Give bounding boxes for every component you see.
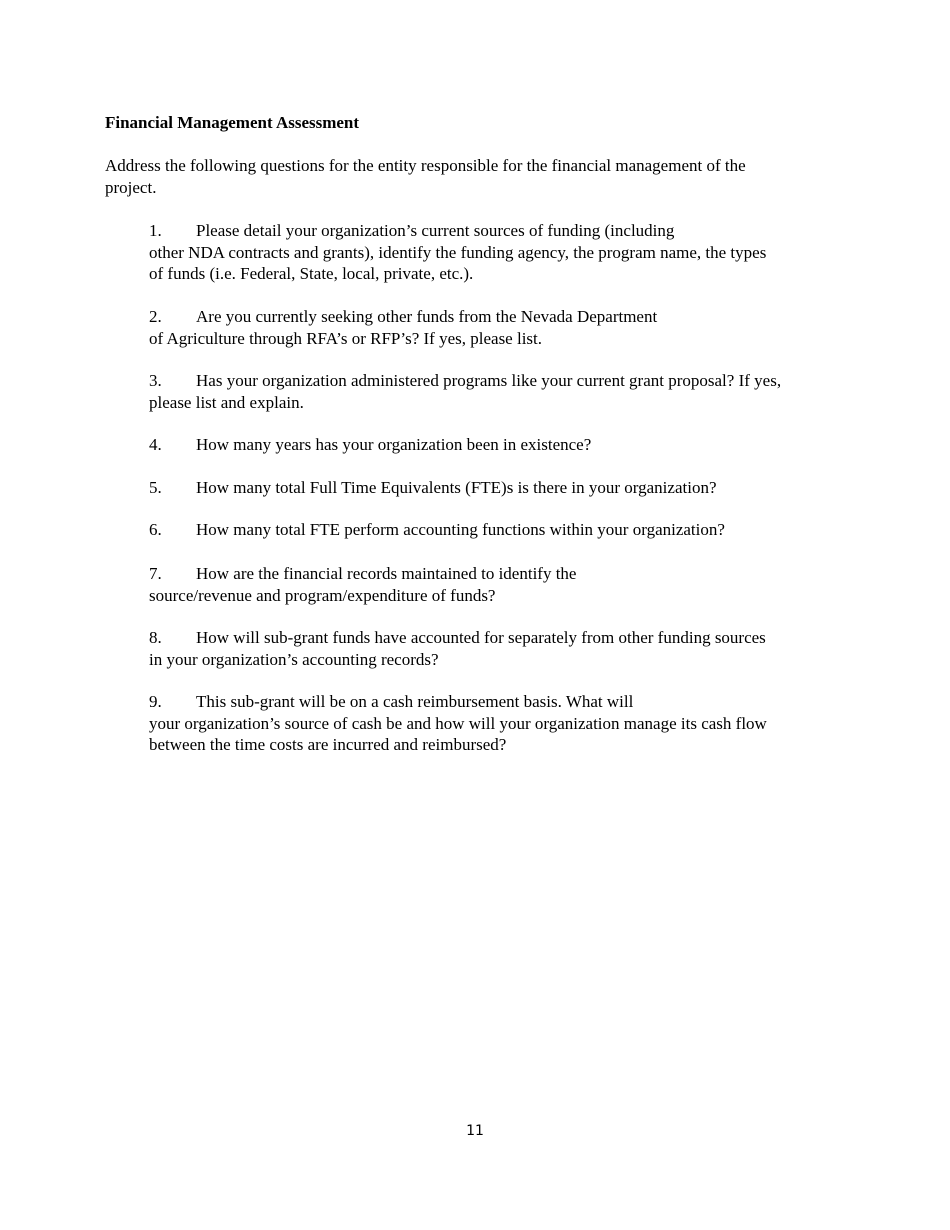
question-first-line <box>149 220 849 242</box>
question-text: How will sub-grant funds have accounted for separately from other funding sources <box>196 628 766 647</box>
question-first-line <box>149 691 849 713</box>
question-first-line <box>149 519 849 541</box>
question-first-line <box>149 434 849 456</box>
question-number: 5. <box>149 478 162 497</box>
question-text: of funds (i.e. Federal, State, local, private, etc.). <box>149 264 474 283</box>
question-first-line <box>149 306 849 328</box>
intro-line: project. <box>105 177 157 197</box>
question-text: source/revenue and program/expenditure of funds? <box>149 585 496 605</box>
question-item-6 <box>149 519 849 541</box>
question-text: please list and explain. <box>149 392 304 412</box>
question-text: other NDA contracts and grants), identify the funding agency, the program name, the types <box>149 242 767 262</box>
question-text: How many total FTE perform accounting functions within your organization? <box>196 520 725 539</box>
question-item-1 <box>149 220 849 285</box>
question-first-line <box>149 477 849 499</box>
question-number: 9. <box>149 692 162 711</box>
question-number: 6. <box>149 520 162 539</box>
question-number: 1. <box>149 221 162 240</box>
question-item-5 <box>149 477 849 499</box>
question-text: How many years has your organization been in existence? <box>196 435 592 454</box>
question-text: Has your organization administered programs like your current grant proposal? If yes, <box>196 371 782 390</box>
question-item-2 <box>149 306 849 349</box>
question-text: in your organization’s accounting records? <box>149 649 439 669</box>
question-text: of Agriculture through RFA’s or RFP’s? If yes, please list. <box>149 328 543 348</box>
question-number: 7. <box>149 564 162 583</box>
question-first-line <box>149 563 849 585</box>
question-number: 2. <box>149 307 162 326</box>
question-text: between the time costs are incurred and reimbursed? <box>149 735 507 754</box>
intro-paragraph <box>105 155 845 198</box>
question-text: This sub-grant will be on a cash reimbursement basis. What will <box>196 692 634 711</box>
question-number: 4. <box>149 435 162 454</box>
question-text: Please detail your organization’s current sources of funding (including <box>196 221 675 240</box>
question-text: Are you currently seeking other funds from the Nevada Department <box>196 307 658 326</box>
question-number: 3. <box>149 371 162 390</box>
question-first-line <box>149 370 849 392</box>
question-text: your organization’s source of cash be and how will your organization manage its cash flow <box>149 713 767 733</box>
question-item-4 <box>149 434 849 456</box>
question-first-line <box>149 627 849 649</box>
question-item-7 <box>149 563 849 606</box>
question-text: How many total Full Time Equivalents (FTE)s is there in your organization? <box>196 478 717 497</box>
page-number: 11 <box>466 1123 484 1139</box>
question-item-9 <box>149 691 849 756</box>
question-item-3 <box>149 370 849 413</box>
question-number: 8. <box>149 628 162 647</box>
question-text: How are the financial records maintained to identify the <box>196 564 577 583</box>
page-title: Financial Management Assessment <box>105 113 360 132</box>
question-item-8 <box>149 627 849 670</box>
intro-line: Address the following questions for the entity responsible for the financial management of the <box>105 156 746 175</box>
